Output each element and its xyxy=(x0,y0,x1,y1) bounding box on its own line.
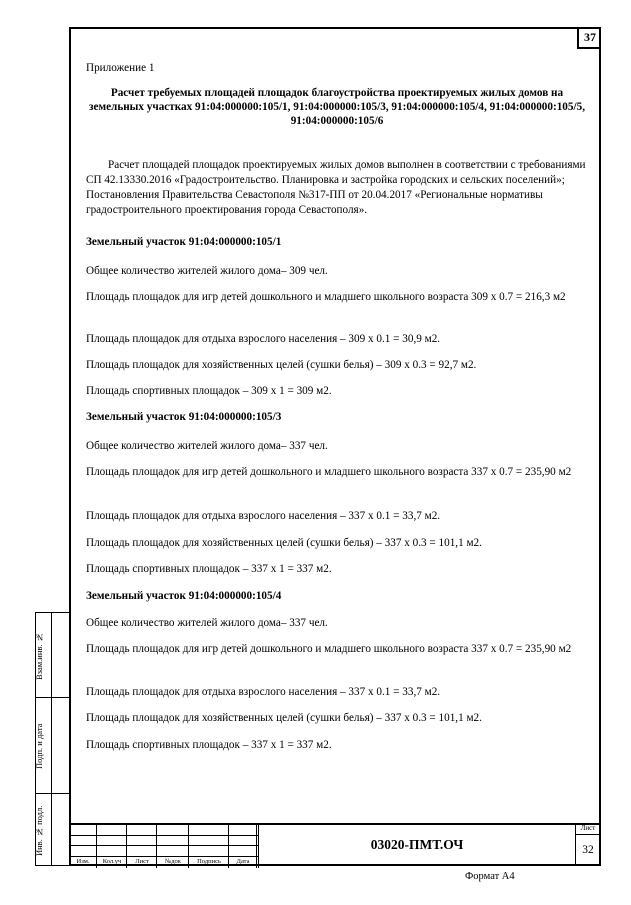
stamp-col-label: Лист xyxy=(135,858,149,865)
side-label-replace-inv: Взам.инв. № xyxy=(34,632,44,680)
stamp-col-label: Подпись xyxy=(197,858,221,865)
kids-area-line: Площадь площадок для игр детей дошкольного и младшего школьного возраста 309 х 0.7 = 216,3 м2 xyxy=(86,291,566,303)
residents-line: Общее количество жителей жилого дома– 337 чел. xyxy=(86,617,328,629)
kids-area-line: Площадь площадок для игр детей дошкольного и младшего школьного возраста 337 х 0.7 = 235,90 м2 xyxy=(86,643,572,655)
appendix-label: Приложение 1 xyxy=(86,62,155,74)
sheet-number: 32 xyxy=(582,844,594,856)
stamp-col-label: Кол.уч xyxy=(102,858,122,865)
side-stamp xyxy=(35,612,71,866)
residents-line: Общее количество жителей жилого дома– 309 чел. xyxy=(86,265,328,277)
sport-area-line: Площадь спортивных площадок – 337 х 1 = 337 м2. xyxy=(86,739,332,751)
stamp-col-label: Дата xyxy=(236,858,250,865)
section-heading: Земельный участок 91:04:000000:105/3 xyxy=(86,411,282,423)
sheet-label: Лист xyxy=(580,824,596,832)
kids-area-line: Площадь площадок для игр детей дошкольного и младшего школьного возраста 337 х 0.7 = 235,90 м2 xyxy=(86,466,572,478)
page-number: 37 xyxy=(577,27,601,49)
adult-area-line: Площадь площадок для отдыха взрослого населения – 337 х 0.1 = 33,7 м2. xyxy=(86,510,441,522)
adult-area-line: Площадь площадок для отдыха взрослого населения – 309 х 0.1 = 30,9 м2. xyxy=(86,333,441,345)
section-heading: Земельный участок 91:04:000000:105/4 xyxy=(86,590,282,602)
stamp-col-label: №док xyxy=(165,858,181,865)
sport-area-line: Площадь спортивных площадок – 337 х 1 = 337 м2. xyxy=(86,563,332,575)
stamp-col-label: Изм. xyxy=(76,858,90,865)
residents-line: Общее количество жителей жилого дома– 337 чел. xyxy=(86,440,328,452)
sheet-box xyxy=(575,823,601,866)
document-code: 03020-ПМТ.ОЧ xyxy=(370,837,464,852)
format-label: Формат А4 xyxy=(465,871,515,882)
side-label-inv-orig: Инв. № подл. xyxy=(34,805,44,857)
sport-area-line: Площадь спортивных площадок – 309 х 1 = 309 м2. xyxy=(86,385,332,397)
side-label-sign-date: Подп. и дата xyxy=(34,723,44,769)
intro-paragraph: Расчет площадей площадок проектируемых жилых домов выполнен в соответствии с требованиями СП 42.13330.2016 «Градостроительство. Планировка и застройка городских и сельских поселений»; Постановления Правительства Севастополя №317-ПП от 20.04.2017 «Региональные нормативы градостроительного проектирования города Севастополя». xyxy=(86,159,586,216)
household-area-line: Площадь площадок для хозяйственных целей (сушки белья) – 309 х 0.3 = 92,7 м2. xyxy=(86,359,477,371)
adult-area-line: Площадь площадок для отдыха взрослого населения – 337 х 0.1 = 33,7 м2. xyxy=(86,686,441,698)
section-heading: Земельный участок 91:04:000000:105/1 xyxy=(86,236,282,248)
household-area-line: Площадь площадок для хозяйственных целей (сушки белья) – 337 х 0.3 = 101,1 м2. xyxy=(86,537,482,549)
household-area-line: Площадь площадок для хозяйственных целей (сушки белья) – 337 х 0.3 = 101,1 м2. xyxy=(86,712,482,724)
document-title: Расчет требуемых площадей площадок благоустройства проектируемых жилых домов на земельных участках 91:04:000000:105/1, 91:04:000000:105/3, 91:04:000000:105/4, 91:04:000000:105/5, 91:04:000000:105/6 xyxy=(89,87,585,127)
